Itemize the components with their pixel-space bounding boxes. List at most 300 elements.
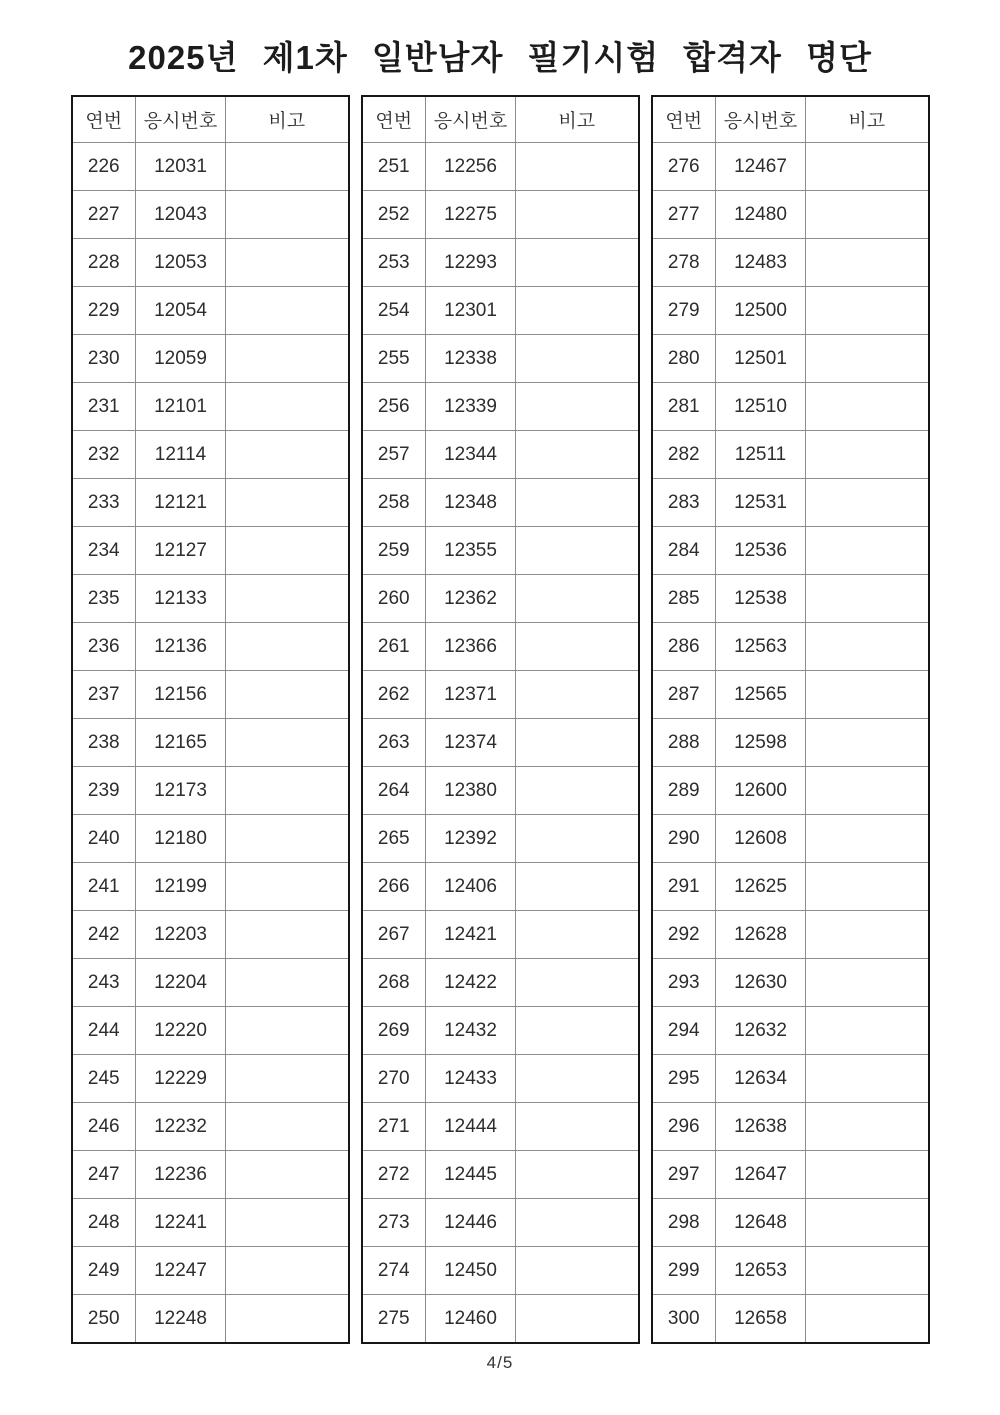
remark-cell <box>516 671 639 719</box>
serial-cell: 293 <box>652 959 716 1007</box>
exam-number-cell: 12241 <box>136 1199 226 1247</box>
serial-cell: 230 <box>72 335 136 383</box>
table-row <box>362 239 639 287</box>
remark-cell <box>806 623 929 671</box>
remark-cell <box>516 959 639 1007</box>
table-row <box>72 191 349 239</box>
remark-cell <box>516 383 639 431</box>
exam-number-cell: 12380 <box>426 767 516 815</box>
remark-cell <box>226 1151 349 1199</box>
table-row <box>72 431 349 479</box>
serial-cell: 239 <box>72 767 136 815</box>
serial-cell: 266 <box>362 863 426 911</box>
exam-number-cell: 12133 <box>136 575 226 623</box>
serial-cell: 231 <box>72 383 136 431</box>
serial-cell: 281 <box>652 383 716 431</box>
exam-number-cell: 12421 <box>426 911 516 959</box>
table-row <box>362 719 639 767</box>
remark-cell <box>516 479 639 527</box>
pass-table-group-2 <box>361 95 640 1344</box>
exam-number-cell: 12366 <box>426 623 516 671</box>
table-row <box>362 623 639 671</box>
serial-cell: 255 <box>362 335 426 383</box>
serial-cell: 297 <box>652 1151 716 1199</box>
exam-number-cell: 12043 <box>136 191 226 239</box>
exam-number-cell: 12450 <box>426 1247 516 1295</box>
serial-cell: 235 <box>72 575 136 623</box>
serial-cell: 286 <box>652 623 716 671</box>
table-row <box>72 1151 349 1199</box>
serial-cell: 227 <box>72 191 136 239</box>
serial-cell: 295 <box>652 1055 716 1103</box>
exam-number-cell: 12536 <box>716 527 806 575</box>
table-row <box>652 863 929 911</box>
exam-number-cell: 12220 <box>136 1007 226 1055</box>
table-row <box>652 383 929 431</box>
table-row <box>72 959 349 1007</box>
exam-number-cell: 12229 <box>136 1055 226 1103</box>
remark-cell <box>516 1199 639 1247</box>
exam-number-cell: 12647 <box>716 1151 806 1199</box>
serial-cell: 265 <box>362 815 426 863</box>
exam-number-cell: 12445 <box>426 1151 516 1199</box>
exam-number-cell: 12600 <box>716 767 806 815</box>
remark-cell <box>516 527 639 575</box>
remark-cell <box>806 719 929 767</box>
serial-cell: 226 <box>72 143 136 191</box>
exam-number-cell: 12203 <box>136 911 226 959</box>
table-row <box>652 959 929 1007</box>
serial-cell: 271 <box>362 1103 426 1151</box>
serial-cell: 275 <box>362 1295 426 1344</box>
remark-cell <box>806 1295 929 1344</box>
serial-cell: 228 <box>72 239 136 287</box>
serial-cell: 247 <box>72 1151 136 1199</box>
table-row <box>362 815 639 863</box>
exam-number-cell: 12362 <box>426 575 516 623</box>
table-row <box>72 1247 349 1295</box>
exam-number-cell: 12355 <box>426 527 516 575</box>
remark-cell <box>806 1055 929 1103</box>
exam-number-cell: 12432 <box>426 1007 516 1055</box>
serial-cell: 243 <box>72 959 136 1007</box>
exam-number-cell: 12236 <box>136 1151 226 1199</box>
serial-cell: 259 <box>362 527 426 575</box>
table-row <box>72 1295 349 1344</box>
table-row <box>652 239 929 287</box>
exam-number-cell: 12406 <box>426 863 516 911</box>
serial-cell: 288 <box>652 719 716 767</box>
remark-cell <box>226 479 349 527</box>
exam-number-cell: 12053 <box>136 239 226 287</box>
exam-number-cell: 12632 <box>716 1007 806 1055</box>
exam-number-cell: 12500 <box>716 287 806 335</box>
table-row <box>72 623 349 671</box>
table-row <box>72 335 349 383</box>
remark-cell <box>516 335 639 383</box>
serial-cell: 237 <box>72 671 136 719</box>
exam-number-cell: 12256 <box>426 143 516 191</box>
exam-number-cell: 12538 <box>716 575 806 623</box>
remark-cell <box>226 191 349 239</box>
table-row <box>652 575 929 623</box>
remark-header: 비고 <box>806 96 929 143</box>
remark-cell <box>516 575 639 623</box>
header-row <box>362 96 639 143</box>
exam-number-cell: 12059 <box>136 335 226 383</box>
remark-cell <box>226 1007 349 1055</box>
serial-cell: 273 <box>362 1199 426 1247</box>
remark-cell <box>806 1007 929 1055</box>
serial-cell: 251 <box>362 143 426 191</box>
table-row <box>652 335 929 383</box>
serial-header: 연번 <box>362 96 426 143</box>
table-row <box>72 1103 349 1151</box>
serial-cell: 289 <box>652 767 716 815</box>
remark-cell <box>516 623 639 671</box>
remark-cell <box>516 1295 639 1344</box>
exam-number-cell: 12136 <box>136 623 226 671</box>
exam-number-cell: 12653 <box>716 1247 806 1295</box>
table-row <box>362 143 639 191</box>
remark-cell <box>516 1007 639 1055</box>
serial-cell: 274 <box>362 1247 426 1295</box>
remark-cell <box>226 239 349 287</box>
remark-cell <box>226 1199 349 1247</box>
table-row <box>362 1007 639 1055</box>
serial-cell: 229 <box>72 287 136 335</box>
remark-cell <box>226 911 349 959</box>
table-row <box>362 287 639 335</box>
serial-cell: 252 <box>362 191 426 239</box>
remark-cell <box>516 143 639 191</box>
remark-cell <box>806 191 929 239</box>
exam-number-cell: 12165 <box>136 719 226 767</box>
remark-cell <box>226 959 349 1007</box>
table-row <box>652 479 929 527</box>
table-row <box>72 815 349 863</box>
exam-number-cell: 12467 <box>716 143 806 191</box>
remark-cell <box>226 1103 349 1151</box>
serial-header: 연번 <box>652 96 716 143</box>
exam-number-cell: 12054 <box>136 287 226 335</box>
remark-cell <box>806 479 929 527</box>
remark-cell <box>516 1103 639 1151</box>
table-row <box>362 383 639 431</box>
serial-cell: 282 <box>652 431 716 479</box>
exam-number-cell: 12248 <box>136 1295 226 1344</box>
exam-number-cell: 12301 <box>426 287 516 335</box>
serial-cell: 272 <box>362 1151 426 1199</box>
header-row <box>652 96 929 143</box>
table-row <box>362 863 639 911</box>
exam-number-cell: 12156 <box>136 671 226 719</box>
serial-cell: 242 <box>72 911 136 959</box>
remark-cell <box>806 863 929 911</box>
exam-number-header: 응시번호 <box>716 96 806 143</box>
table-row <box>652 1199 929 1247</box>
table-row <box>652 1151 929 1199</box>
table-row <box>652 191 929 239</box>
serial-cell: 238 <box>72 719 136 767</box>
table-row <box>72 239 349 287</box>
exam-number-cell: 12374 <box>426 719 516 767</box>
table-row <box>652 143 929 191</box>
serial-cell: 298 <box>652 1199 716 1247</box>
remark-cell <box>226 383 349 431</box>
remark-cell <box>516 1247 639 1295</box>
exam-number-cell: 12510 <box>716 383 806 431</box>
serial-cell: 234 <box>72 527 136 575</box>
serial-cell: 260 <box>362 575 426 623</box>
table-row <box>72 287 349 335</box>
table-row <box>362 911 639 959</box>
serial-cell: 268 <box>362 959 426 1007</box>
table-row <box>72 575 349 623</box>
serial-cell: 250 <box>72 1295 136 1344</box>
table-row <box>362 1055 639 1103</box>
remark-cell <box>226 335 349 383</box>
exam-number-cell: 12348 <box>426 479 516 527</box>
remark-cell <box>806 527 929 575</box>
exam-number-cell: 12565 <box>716 671 806 719</box>
exam-number-cell: 12275 <box>426 191 516 239</box>
remark-cell <box>226 431 349 479</box>
table-row <box>362 1103 639 1151</box>
exam-number-cell: 12480 <box>716 191 806 239</box>
remark-cell <box>806 335 929 383</box>
exam-number-cell: 12511 <box>716 431 806 479</box>
table-row <box>362 959 639 1007</box>
remark-cell <box>226 767 349 815</box>
table-row <box>362 1295 639 1344</box>
remark-cell <box>516 191 639 239</box>
serial-cell: 257 <box>362 431 426 479</box>
remark-cell <box>516 911 639 959</box>
exam-number-cell: 12608 <box>716 815 806 863</box>
exam-number-cell: 12232 <box>136 1103 226 1151</box>
remark-cell <box>226 815 349 863</box>
serial-cell: 236 <box>72 623 136 671</box>
remark-cell <box>806 767 929 815</box>
table-row <box>652 431 929 479</box>
exam-number-cell: 12501 <box>716 335 806 383</box>
exam-number-cell: 12648 <box>716 1199 806 1247</box>
remark-cell <box>226 1247 349 1295</box>
remark-cell <box>806 1247 929 1295</box>
table-row <box>72 719 349 767</box>
remark-cell <box>226 863 349 911</box>
serial-cell: 269 <box>362 1007 426 1055</box>
serial-cell: 263 <box>362 719 426 767</box>
table-row <box>72 383 349 431</box>
pass-table-group-3 <box>651 95 930 1344</box>
exam-number-cell: 12247 <box>136 1247 226 1295</box>
table-row <box>362 527 639 575</box>
table-row <box>362 1199 639 1247</box>
serial-cell: 262 <box>362 671 426 719</box>
exam-number-cell: 12625 <box>716 863 806 911</box>
serial-header: 연번 <box>72 96 136 143</box>
serial-cell: 249 <box>72 1247 136 1295</box>
remark-cell <box>226 1055 349 1103</box>
table-row <box>652 671 929 719</box>
remark-cell <box>226 1295 349 1344</box>
exam-number-cell: 12031 <box>136 143 226 191</box>
remark-cell <box>806 575 929 623</box>
table-row <box>652 815 929 863</box>
exam-number-cell: 12598 <box>716 719 806 767</box>
serial-cell: 254 <box>362 287 426 335</box>
remark-cell <box>226 143 349 191</box>
serial-cell: 277 <box>652 191 716 239</box>
serial-cell: 280 <box>652 335 716 383</box>
table-row <box>362 767 639 815</box>
exam-number-cell: 12199 <box>136 863 226 911</box>
exam-number-cell: 12392 <box>426 815 516 863</box>
serial-cell: 233 <box>72 479 136 527</box>
remark-cell <box>226 527 349 575</box>
remark-cell <box>516 1055 639 1103</box>
exam-number-cell: 12444 <box>426 1103 516 1151</box>
exam-number-cell: 12293 <box>426 239 516 287</box>
remark-header: 비고 <box>516 96 639 143</box>
exam-number-cell: 12630 <box>716 959 806 1007</box>
remark-cell <box>806 431 929 479</box>
serial-cell: 241 <box>72 863 136 911</box>
table-row <box>362 1151 639 1199</box>
exam-number-cell: 12422 <box>426 959 516 1007</box>
serial-cell: 285 <box>652 575 716 623</box>
remark-cell <box>516 287 639 335</box>
serial-cell: 244 <box>72 1007 136 1055</box>
remark-cell <box>806 671 929 719</box>
table-row <box>362 1247 639 1295</box>
serial-cell: 276 <box>652 143 716 191</box>
serial-cell: 299 <box>652 1247 716 1295</box>
table-row <box>652 1247 929 1295</box>
exam-number-cell: 12433 <box>426 1055 516 1103</box>
exam-number-header: 응시번호 <box>426 96 516 143</box>
exam-number-cell: 12446 <box>426 1199 516 1247</box>
table-row <box>362 335 639 383</box>
pass-list-tables <box>0 95 1000 1344</box>
table-row <box>652 527 929 575</box>
remark-cell <box>806 383 929 431</box>
table-row <box>652 623 929 671</box>
pass-table-group-1 <box>71 95 350 1344</box>
header-row <box>72 96 349 143</box>
table-row <box>72 143 349 191</box>
remark-cell <box>516 1151 639 1199</box>
remark-cell <box>806 959 929 1007</box>
page-number: 4/5 <box>486 1353 514 1372</box>
exam-number-cell: 12339 <box>426 383 516 431</box>
serial-cell: 253 <box>362 239 426 287</box>
table-row <box>652 1055 929 1103</box>
remark-cell <box>226 575 349 623</box>
table-row <box>652 911 929 959</box>
remark-cell <box>806 1103 929 1151</box>
serial-cell: 291 <box>652 863 716 911</box>
serial-cell: 248 <box>72 1199 136 1247</box>
exam-number-cell: 12121 <box>136 479 226 527</box>
table-row <box>72 527 349 575</box>
remark-cell <box>806 911 929 959</box>
serial-cell: 284 <box>652 527 716 575</box>
serial-cell: 232 <box>72 431 136 479</box>
serial-cell: 283 <box>652 479 716 527</box>
table-row <box>362 671 639 719</box>
table-row <box>652 1007 929 1055</box>
remark-cell <box>226 623 349 671</box>
serial-cell: 261 <box>362 623 426 671</box>
serial-cell: 300 <box>652 1295 716 1344</box>
remark-cell <box>806 239 929 287</box>
remark-cell <box>806 287 929 335</box>
table-row <box>362 191 639 239</box>
page-title: 2025년 제1차 일반남자 필기시험 합격자 명단 <box>128 39 872 76</box>
table-row <box>72 911 349 959</box>
table-row <box>72 1055 349 1103</box>
exam-number-cell: 12634 <box>716 1055 806 1103</box>
serial-cell: 296 <box>652 1103 716 1151</box>
table-row <box>652 719 929 767</box>
exam-number-cell: 12563 <box>716 623 806 671</box>
serial-cell: 292 <box>652 911 716 959</box>
remark-cell <box>806 143 929 191</box>
table-row <box>652 767 929 815</box>
serial-cell: 256 <box>362 383 426 431</box>
table-row <box>72 1007 349 1055</box>
remark-cell <box>516 767 639 815</box>
serial-cell: 258 <box>362 479 426 527</box>
table-row <box>72 479 349 527</box>
remark-cell <box>516 239 639 287</box>
serial-cell: 278 <box>652 239 716 287</box>
table-row <box>652 287 929 335</box>
exam-number-cell: 12127 <box>136 527 226 575</box>
table-row <box>72 671 349 719</box>
exam-number-cell: 12173 <box>136 767 226 815</box>
exam-number-cell: 12483 <box>716 239 806 287</box>
exam-number-cell: 12658 <box>716 1295 806 1344</box>
exam-number-cell: 12460 <box>426 1295 516 1344</box>
remark-cell <box>516 863 639 911</box>
serial-cell: 245 <box>72 1055 136 1103</box>
serial-cell: 267 <box>362 911 426 959</box>
serial-cell: 270 <box>362 1055 426 1103</box>
exam-number-cell: 12204 <box>136 959 226 1007</box>
exam-number-cell: 12638 <box>716 1103 806 1151</box>
remark-cell <box>806 815 929 863</box>
exam-number-cell: 12628 <box>716 911 806 959</box>
table-row <box>652 1295 929 1344</box>
exam-number-cell: 12180 <box>136 815 226 863</box>
remark-cell <box>516 431 639 479</box>
serial-cell: 287 <box>652 671 716 719</box>
exam-number-cell: 12101 <box>136 383 226 431</box>
serial-cell: 264 <box>362 767 426 815</box>
table-row <box>362 431 639 479</box>
remark-header: 비고 <box>226 96 349 143</box>
exam-number-cell: 12338 <box>426 335 516 383</box>
table-row <box>652 1103 929 1151</box>
serial-cell: 240 <box>72 815 136 863</box>
exam-number-cell: 12114 <box>136 431 226 479</box>
table-row <box>72 863 349 911</box>
exam-number-cell: 12344 <box>426 431 516 479</box>
